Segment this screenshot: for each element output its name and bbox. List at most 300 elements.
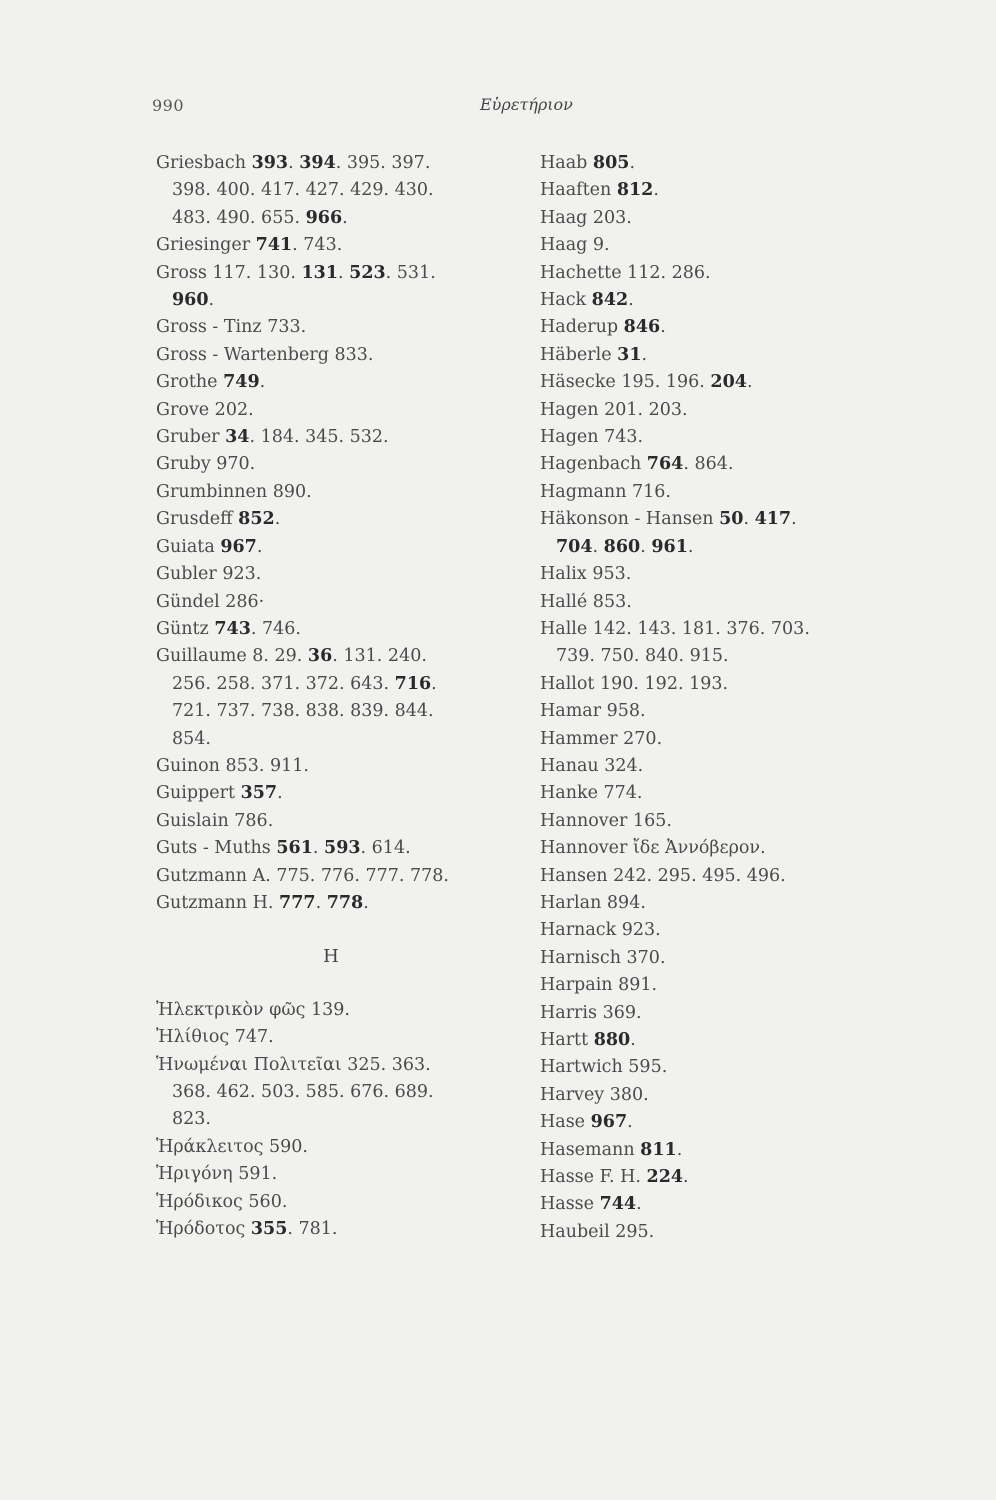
entry-continuation-line [156,1079,526,1106]
entry-text: . 184. 345. 532. [249,427,389,448]
entry-line [540,177,910,204]
entry-line [540,1109,910,1136]
index-entry [540,726,910,753]
entry-line [540,780,910,807]
index-entry [156,753,526,780]
entry-line [156,451,526,478]
entry-text: Gruber [156,427,226,448]
index-column-right [540,150,910,1246]
index-entry [540,1191,910,1218]
index-entry [540,1219,910,1246]
entry-text: Ἡρόδικος 560. [156,1191,288,1212]
entry-text: . [653,180,659,201]
entry-line [540,342,910,369]
index-entry [540,1000,910,1027]
index-entry [540,616,910,671]
entry-line [540,698,910,725]
entry-continuation-line [156,1106,526,1133]
entry-text: Gross - Tinz 733. [156,317,307,338]
entry-text: . 781. [287,1219,338,1240]
entry-text: Gutzmann A. 775. 776. 777. 778. [156,865,449,886]
entry-line [540,232,910,259]
index-entry [156,369,526,396]
page-ref-bold: 131 [301,262,338,283]
index-entry [540,917,910,944]
entry-line [156,616,526,643]
entry-line [540,890,910,917]
index-entry [540,314,910,341]
entry-text: . [636,1194,642,1215]
entry-line [156,890,526,917]
entry-line [540,589,910,616]
page-ref-bold: 561 [276,838,313,859]
entry-line [156,1161,526,1188]
page-ref-bold: 36 [307,646,333,667]
page-ref-bold: 743 [214,618,251,639]
entry-line [156,1134,526,1161]
index-entry [540,232,910,259]
entry-text: 739. 750. 840. 915. [556,646,729,667]
entry-text: Gross 117. 130. [156,262,302,283]
entry-line [540,1082,910,1109]
entry-text: . 395. 397. [335,153,431,173]
entry-text: . [288,153,300,173]
entry-continuation-line [156,698,526,725]
entry-line [540,1027,910,1054]
entry-text: Hasse [540,1194,600,1215]
index-entry [156,780,526,807]
entry-text: . 614. [360,838,411,859]
entry-text: Harlan 894. [540,892,646,913]
page-ref-bold: 967 [220,536,257,557]
entry-line [156,863,526,890]
entry-text: 483. 490. 655. [172,207,306,228]
index-entry [540,945,910,972]
entry-line [540,369,910,396]
page-ref-bold: 812 [616,180,654,201]
entry-line [540,808,910,835]
page-ref-bold: 960 [172,290,209,311]
page-ref-bold: 204 [710,372,747,393]
entry-line [540,479,910,506]
page-ref-bold: 31 [617,344,642,365]
index-entry [156,150,526,232]
entry-text: Hagen 201. 203. [540,399,688,420]
entry-text: . [342,207,348,228]
index-entry [156,342,526,369]
entry-text: Gruby 970. [156,454,256,475]
entry-text: Ἠλεκτρικὸν φῶς 139. [156,999,350,1020]
entry-text: Haaften [540,180,617,201]
entry-line [156,479,526,506]
entry-line [540,561,910,588]
page-ref-bold: 355 [250,1219,288,1240]
entry-list-greek [156,997,526,1244]
entry-text: . [630,1030,636,1050]
entry-continuation-line [156,205,526,232]
page-ref-bold: 967 [590,1112,628,1133]
entry-text: 823. [172,1109,211,1130]
entry-text: . [687,536,694,557]
index-entry [540,1027,910,1054]
entry-line [156,808,526,835]
entry-line [540,945,910,972]
index-entry [540,150,910,177]
entry-text: Hallé 853. [540,591,632,612]
index-entry [540,753,910,780]
entry-line [540,753,910,780]
entry-text: . [743,509,755,530]
index-entry [540,1054,910,1081]
index-entry [540,780,910,807]
entry-text: Guinon 853. 911. [156,755,309,776]
entry-text: . [259,372,266,393]
entry-line [540,424,910,451]
index-entry [156,424,526,451]
entry-continuation-line [156,671,526,698]
entry-text: Hachette 112. 286. [540,262,711,283]
entry-line [540,1191,910,1218]
running-title: Εὑρετήριον [480,95,573,114]
entry-line [540,972,910,999]
entry-text: . [683,1167,689,1188]
entry-text: Guts - Muths [156,838,277,859]
entry-line [156,753,526,780]
page-ref-bold: 811 [640,1139,677,1160]
entry-line [540,150,910,177]
entry-line [156,1189,526,1216]
entry-line [540,205,910,232]
entry-text: 256. 258. 371. 372. 643. [172,673,395,694]
index-entry [156,397,526,424]
entry-continuation-line [156,177,526,204]
entry-text: Hansen 242. 295. 495. 496. [540,865,786,886]
entry-text: Hamar 958. [540,701,646,722]
entry-text: Grove 202. [156,399,254,420]
entry-line [156,260,526,287]
page-ref-bold: 842 [591,290,629,311]
index-entry [156,589,526,616]
index-entry [156,835,526,862]
entry-text: . [208,290,215,311]
entry-text: . [641,344,648,365]
entry-line [156,643,526,670]
page-ref-bold: 880 [593,1030,631,1050]
index-entry [540,589,910,616]
entry-text: Halix 953. [540,564,632,585]
entry-text: Guippert [156,783,241,804]
entry-text: Hartt [540,1030,594,1050]
entry-continuation-line [156,287,526,314]
entry-line [156,397,526,424]
entry-text: Hallot 190. 192. 193. [540,673,729,694]
entry-line [540,863,910,890]
entry-text: . 131. 240. [332,646,427,667]
entry-text: Ἡριγόνη 591. [156,1164,278,1185]
entry-text: Hannover ἴδε Ἀννόβερον. [540,838,766,859]
index-entry [156,808,526,835]
entry-text: Ἡνωμέναι Πολιτεῖαι 325. 363. [156,1054,431,1075]
entry-text: Hack [540,290,592,311]
entry-text: Güntz [156,618,215,639]
entry-text: . [277,783,283,804]
entry-text: Gross - Wartenberg 833. [156,344,374,365]
entry-line [540,397,910,424]
index-entry [540,1082,910,1109]
entry-line [540,917,910,944]
entry-line [156,232,526,259]
entry-line [156,589,526,616]
index-entry [540,972,910,999]
entry-line [156,424,526,451]
entry-line [156,150,526,177]
page-ref-bold: 50 [719,509,744,530]
entry-line [540,287,910,314]
entry-text: Griesinger [156,235,256,256]
index-entry [540,890,910,917]
entry-text: Guiata [156,536,221,557]
entry-text: . [791,509,797,530]
entry-line [540,671,910,698]
entry-line [540,1219,910,1246]
page-ref-bold: 764 [646,454,684,475]
page-ref-bold: 852 [238,509,275,530]
index-entry [156,232,526,259]
index-entry [540,506,910,561]
entry-continuation-line [540,643,910,670]
entry-text: Harvey 380. [540,1084,649,1105]
page-ref-bold: 417 [754,509,792,530]
entry-text: 854. [172,728,211,749]
entry-line [540,506,910,533]
entry-text: Ἡρόδοτος [156,1219,251,1240]
entry-text: . [256,536,263,557]
entry-text: Ἡράκλειτος 590. [156,1136,308,1157]
index-entry [540,671,910,698]
page-ref-bold: 860 [603,536,641,557]
entry-text: . [274,509,281,530]
entry-text: Haubeil 295. [540,1221,655,1242]
entry-text: . [628,290,634,311]
index-entry [540,287,910,314]
entry-text: . 864. [683,454,734,475]
entry-line [156,534,526,561]
page-number: 990 [152,96,185,115]
entry-text: . [431,673,437,694]
page-ref-bold: 523 [349,262,386,283]
entry-text: Hartwich 595. [540,1057,668,1078]
index-entry [540,479,910,506]
index-entry [156,1161,526,1188]
entry-text: . [627,1112,633,1133]
entry-text: Hagmann 716. [540,481,671,502]
index-entry [540,369,910,396]
index-entry [540,863,910,890]
entry-text: . 746. [250,618,301,639]
entry-line [540,1164,910,1191]
index-entry [156,643,526,753]
entry-text: Harnisch 370. [540,947,666,968]
index-column-left [156,150,526,1243]
page-ref-bold: 805 [592,153,630,173]
entry-continuation-line [156,726,526,753]
entry-text: Grumbinnen 890. [156,481,312,502]
index-entry [156,534,526,561]
page-ref-bold: 393 [251,153,289,173]
page-ref-bold: 777 [279,892,316,913]
page-ref-bold: 34 [225,427,250,448]
entry-text: . [640,536,652,557]
index-entry [156,997,526,1024]
entry-text: . [338,262,350,283]
entry-text: . 531. [385,262,436,283]
entry-line [156,997,526,1024]
entry-text: . [676,1139,683,1160]
entry-text: Guislain 786. [156,810,274,831]
index-entry [540,1137,910,1164]
entry-line [540,260,910,287]
entry-text: Harpain 891. [540,975,658,996]
page-ref-bold: 741 [255,235,293,256]
entry-text: . [312,838,325,859]
entry-text: . [746,372,753,393]
entry-text: Harris 369. [540,1002,642,1023]
index-entry [156,451,526,478]
page-ref-bold: 357 [240,783,278,804]
index-entry [156,1134,526,1161]
page-ref-bold: 704 [556,536,593,557]
entry-text: Hagenbach [540,454,647,475]
entry-line [156,342,526,369]
page-ref-bold: 749 [223,372,260,393]
entry-line [156,835,526,862]
page-ref-bold: 716 [394,673,432,694]
entry-text: Grusdeff [156,509,239,530]
entry-text: Harnack 923. [540,920,661,941]
entry-text: Häsecke 195. 196. [540,372,711,393]
index-entry [156,1052,526,1134]
index-entry [156,863,526,890]
index-entry [156,479,526,506]
index-entry [156,506,526,533]
entry-text: Häkonson - Hansen [540,509,720,530]
entry-text: Hasse F. H. [540,1167,647,1188]
entry-text: . 743. [292,235,343,256]
page-ref-bold: 966 [305,207,343,228]
index-entry [540,342,910,369]
entry-line [156,1052,526,1079]
entry-line [156,506,526,533]
entry-line [540,835,910,862]
entry-text: Gubler 923. [156,564,262,585]
index-entry [156,561,526,588]
entry-line [156,561,526,588]
page-ref-bold: 593 [324,838,361,859]
page-ref-bold: 961 [651,536,688,557]
entry-text: Hammer 270. [540,728,663,749]
entry-text: Hannover 165. [540,810,672,831]
index-entry [156,1024,526,1051]
page-ref-bold: 394 [299,153,336,173]
entry-line [156,780,526,807]
entry-list-right [540,150,910,1246]
entry-text: 398. 400. 417. 427. 429. 430. [172,180,434,201]
entry-line [540,726,910,753]
index-entry [156,260,526,315]
index-entry [540,424,910,451]
entry-text: Häberle [540,344,618,365]
entry-text: Guillaume 8. 29. [156,646,308,667]
entry-text: Haab [540,153,593,173]
entry-line [540,616,910,643]
index-entry [156,1216,526,1243]
entry-text: 721. 737. 738. 838. 839. 844. [172,701,434,722]
page-ref-bold: 778 [326,892,364,913]
page-ref-bold: 846 [623,317,661,338]
page-ref-bold: 744 [599,1194,637,1215]
entry-text: . [629,153,636,173]
entry-line [540,314,910,341]
entry-line [540,451,910,478]
index-entry [540,397,910,424]
entry-text: . [660,317,666,338]
index-entry [156,890,526,917]
index-entry [540,177,910,204]
entry-text: Gündel 286· [156,591,265,612]
entry-text: Halle 142. 143. 181. 376. 703. [540,618,810,639]
index-entry [540,205,910,232]
entry-text: Hagen 743. [540,427,644,448]
entry-text: Grothe [156,372,224,393]
index-entry [156,1189,526,1216]
entry-text: Ἠλίθιος 747. [156,1027,274,1048]
entry-continuation-line [540,534,910,561]
entry-text: Hanau 324. [540,755,644,776]
entry-text: Gutzmann H. [156,892,280,913]
entry-text: . [363,892,369,913]
entry-text: 368. 462. 503. 585. 676. 689. [172,1082,434,1102]
section-letter: H [323,946,339,968]
entry-text: . [315,892,327,913]
index-entry [156,616,526,643]
entry-line [540,1054,910,1081]
index-entry [540,260,910,287]
index-entry [540,1109,910,1136]
entry-text: Hase [540,1112,591,1133]
entry-line [156,369,526,396]
entry-line [156,1216,526,1243]
index-entry [540,561,910,588]
entry-text: Haderup [540,317,624,338]
index-entry [540,451,910,478]
entry-text: Griesbach [156,153,252,173]
page-ref-bold: 224 [646,1167,684,1188]
index-entry [540,835,910,862]
index-entry [540,808,910,835]
entry-line [156,314,526,341]
entry-line [540,1000,910,1027]
entry-line [156,1024,526,1051]
entry-list-left [156,150,526,917]
entry-text: . [592,536,604,557]
index-entry [156,314,526,341]
index-entry [540,1164,910,1191]
entry-text: Haag 203. [540,207,632,228]
entry-text: Haag 9. [540,235,610,256]
entry-text: Hanke 774. [540,783,643,804]
entry-text: Hasemann [540,1139,641,1160]
entry-line [540,1137,910,1164]
